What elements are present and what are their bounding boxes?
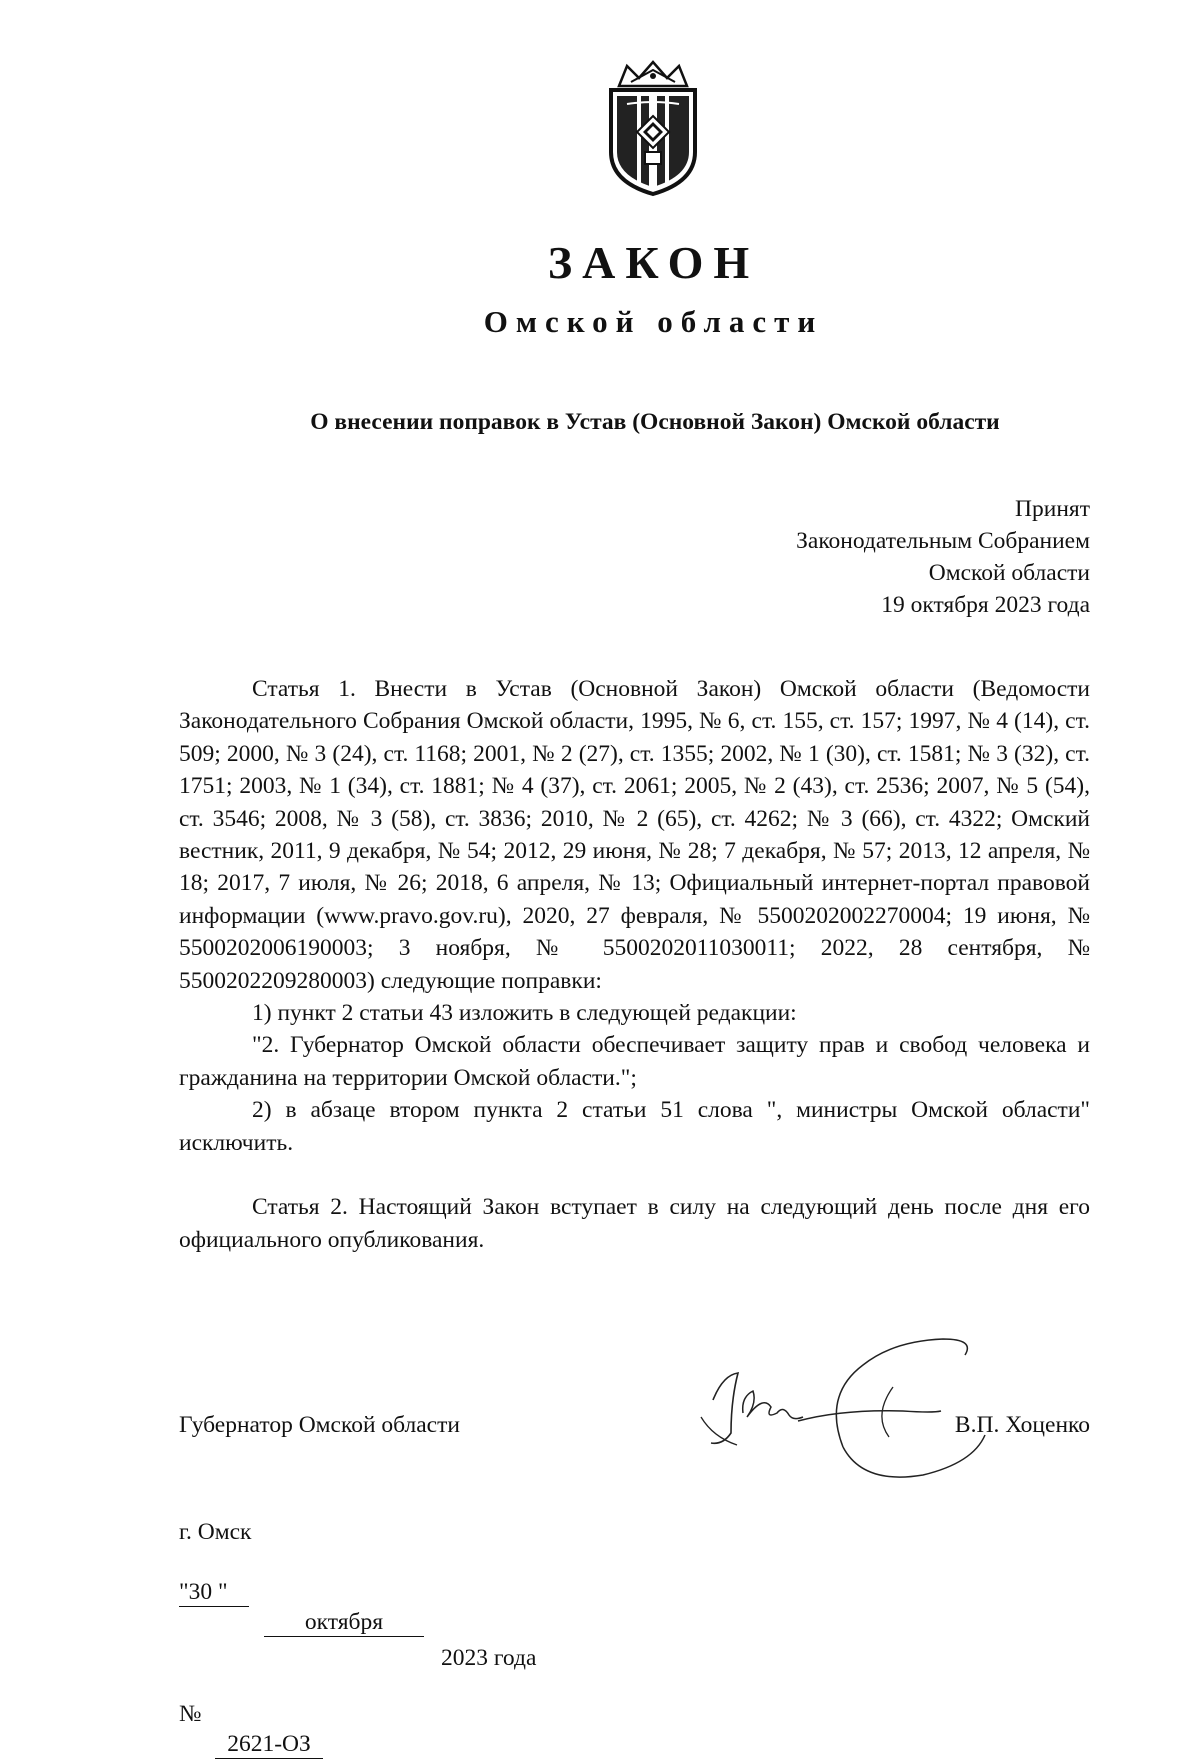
law-heading: О внесении поправок в Устав (Основной Закон) Омской области — [310, 409, 1000, 435]
date-month — [264, 1609, 424, 1639]
date-month-value: октября — [264, 1609, 424, 1637]
adoption-date: 19 октября 2023 года — [881, 592, 1090, 618]
law-number — [215, 1731, 323, 1761]
law-body — [179, 673, 1090, 1256]
adoption-block — [670, 493, 1090, 621]
adoption-line-3: Омской области — [928, 560, 1090, 586]
article-1-intro: Статья 1. Внести в Устав (Основной Закон) Омской области (Ведомости Законодательного Собрания Омской области, 1995, № 6, ст. 155, ст. 157; 1997, № 4 (14), ст. 509; 2000, № 3 (24), ст. 1168; 2001, № 2 (27), ст. 1355; 2002, № 1 (30), ст. 1581; № 3 (32), ст. 1751; 2003, № 1 (34), ст. 1881; № 4 (37), ст. 2061; 2005, № 2 (43), ст. 2536; 2007, № 5 (54), ст. 3546; 2008, № 3 (58), ст. 3836; 2010, № 2 (65), ст. 4262; № 3 (66), ст. 4322; Омский вестник, 2011, 9 декабря, № 54; 2012, 29 июня, № 28; 7 декабря, № 57; 2013, 12 апреля, № 18; 2017, 7 июля, № 26; 2018, 6 апреля, № 13; Официальный интернет-портал правовой информации (www.pravo.gov.ru), 2020, 27 февраля, № 5500202002270004; 19 июня, № 5500202006190003; 3 ноября, № 5500202011030011; 2022, 28 сентября, № 5500202209280003) следующие поправки: — [179, 676, 1090, 994]
date-year: 2023 года — [441, 1645, 537, 1671]
date-day — [179, 1579, 339, 1609]
number-label: № — [179, 1701, 202, 1727]
article-1-item-2: 2) в абзаце втором пункта 2 статьи 51 слова ", министры Омской области" исключить. — [179, 1097, 1090, 1156]
law-number-value: 2621-ОЗ — [215, 1731, 323, 1759]
governor-name: В.П. Хоценко — [954, 1412, 1090, 1438]
document-subtitle: Омской области — [483, 304, 824, 339]
omsk-region-coat-of-arms-icon — [597, 60, 709, 198]
date-day-value: "30 " — [179, 1579, 249, 1607]
article-1-item-1: 1) пункт 2 статьи 43 изложить в следующей редакции: — [252, 1000, 797, 1027]
adoption-line-1: Принят — [1015, 496, 1090, 522]
document-footer — [179, 1519, 537, 1757]
article-2: Статья 2. Настоящий Закон вступает в силу на следующий день после дня его официального опубликования. — [179, 1194, 1090, 1253]
paragraph-gap — [179, 1159, 1090, 1191]
adoption-line-2: Законодательным Собранием — [796, 528, 1090, 554]
signature-block — [179, 1400, 1090, 1460]
document-title: ЗАКОН — [547, 237, 760, 288]
governor-title: Губернатор Омской области — [179, 1412, 460, 1438]
city-label: г. Омск — [179, 1519, 252, 1545]
article-1-item-1-quote: "2. Губернатор Омской области обеспечивает защиту прав и свобод человека и гражданина на территории Омской области."; — [179, 1032, 1090, 1091]
